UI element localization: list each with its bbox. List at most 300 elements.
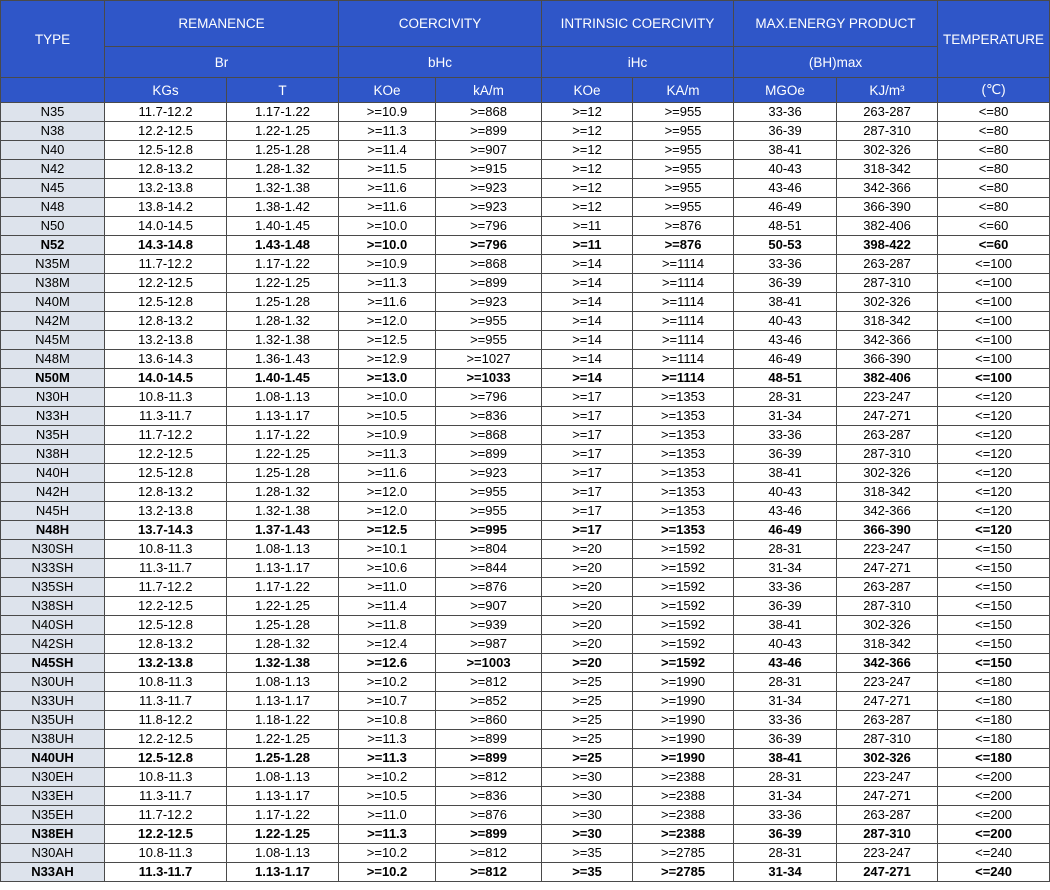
cell-bhmax-kjm3: 223-247 <box>837 768 938 787</box>
cell-ihc-koe: >=12 <box>542 141 633 160</box>
cell-type: N50M <box>1 369 105 388</box>
cell-bhmax-mgoe: 48-51 <box>734 369 837 388</box>
cell-type: N40M <box>1 293 105 312</box>
cell-br-t: 1.32-1.38 <box>227 502 339 521</box>
cell-ihc-kam: >=955 <box>633 160 734 179</box>
cell-bhmax-kjm3: 247-271 <box>837 559 938 578</box>
cell-bhc-koe: >=12.6 <box>339 654 436 673</box>
cell-ihc-kam: >=2388 <box>633 787 734 806</box>
cell-ihc-koe: >=17 <box>542 483 633 502</box>
cell-br-kgs: 12.2-12.5 <box>105 597 227 616</box>
cell-bhc-kam: >=955 <box>436 312 542 331</box>
cell-bhc-koe: >=10.1 <box>339 540 436 559</box>
table-row <box>1 654 1050 673</box>
cell-temperature: <=120 <box>938 464 1050 483</box>
cell-br-t: 1.28-1.32 <box>227 483 339 502</box>
cell-bhc-koe: >=12.5 <box>339 331 436 350</box>
cell-temperature: <=100 <box>938 293 1050 312</box>
cell-br-t: 1.13-1.17 <box>227 559 339 578</box>
cell-bhmax-mgoe: 28-31 <box>734 540 837 559</box>
cell-br-t: 1.40-1.45 <box>227 369 339 388</box>
cell-bhc-koe: >=12.9 <box>339 350 436 369</box>
cell-bhc-kam: >=899 <box>436 274 542 293</box>
cell-bhc-kam: >=812 <box>436 863 542 882</box>
cell-bhc-koe: >=11.3 <box>339 122 436 141</box>
cell-bhc-koe: >=10.2 <box>339 768 436 787</box>
cell-ihc-kam: >=1990 <box>633 673 734 692</box>
cell-br-kgs: 10.8-11.3 <box>105 673 227 692</box>
cell-ihc-kam: >=2785 <box>633 844 734 863</box>
cell-br-kgs: 12.5-12.8 <box>105 616 227 635</box>
cell-bhc-kam: >=899 <box>436 445 542 464</box>
cell-br-kgs: 10.8-11.3 <box>105 844 227 863</box>
table-row <box>1 787 1050 806</box>
cell-br-kgs: 13.8-14.2 <box>105 198 227 217</box>
cell-bhc-kam: >=836 <box>436 787 542 806</box>
cell-br-t: 1.13-1.17 <box>227 692 339 711</box>
cell-ihc-koe: >=11 <box>542 217 633 236</box>
cell-ihc-koe: >=14 <box>542 293 633 312</box>
cell-bhmax-mgoe: 36-39 <box>734 274 837 293</box>
cell-bhmax-mgoe: 33-36 <box>734 103 837 122</box>
cell-br-t: 1.25-1.28 <box>227 293 339 312</box>
cell-br-kgs: 12.8-13.2 <box>105 483 227 502</box>
cell-bhmax-kjm3: 263-287 <box>837 103 938 122</box>
header-bhmax: (BH)max <box>734 47 938 78</box>
table-row <box>1 844 1050 863</box>
cell-type: N42 <box>1 160 105 179</box>
cell-ihc-koe: >=25 <box>542 730 633 749</box>
cell-ihc-koe: >=20 <box>542 616 633 635</box>
cell-temperature: <=180 <box>938 749 1050 768</box>
cell-bhmax-mgoe: 36-39 <box>734 825 837 844</box>
cell-bhc-kam: >=1003 <box>436 654 542 673</box>
cell-bhc-koe: >=12.5 <box>339 521 436 540</box>
cell-bhmax-kjm3: 263-287 <box>837 426 938 445</box>
table-row <box>1 388 1050 407</box>
table-row <box>1 312 1050 331</box>
cell-bhmax-mgoe: 40-43 <box>734 160 837 179</box>
cell-ihc-kam: >=955 <box>633 103 734 122</box>
cell-type: N48M <box>1 350 105 369</box>
cell-type: N45H <box>1 502 105 521</box>
cell-type: N35UH <box>1 711 105 730</box>
cell-ihc-kam: >=1592 <box>633 540 734 559</box>
cell-bhc-kam: >=1033 <box>436 369 542 388</box>
cell-ihc-kam: >=1353 <box>633 483 734 502</box>
cell-temperature: <=80 <box>938 179 1050 198</box>
cell-ihc-kam: >=955 <box>633 141 734 160</box>
table-row <box>1 673 1050 692</box>
cell-br-t: 1.32-1.38 <box>227 654 339 673</box>
cell-br-kgs: 13.2-13.8 <box>105 331 227 350</box>
cell-ihc-koe: >=12 <box>542 122 633 141</box>
cell-temperature: <=120 <box>938 445 1050 464</box>
cell-temperature: <=120 <box>938 388 1050 407</box>
cell-bhc-kam: >=899 <box>436 730 542 749</box>
cell-bhmax-mgoe: 33-36 <box>734 578 837 597</box>
cell-br-kgs: 12.5-12.8 <box>105 464 227 483</box>
cell-br-kgs: 11.7-12.2 <box>105 806 227 825</box>
unit-koe-ihc: KOe <box>542 78 633 103</box>
cell-br-t: 1.22-1.25 <box>227 274 339 293</box>
cell-ihc-koe: >=35 <box>542 863 633 882</box>
cell-bhc-kam: >=899 <box>436 825 542 844</box>
cell-bhc-kam: >=876 <box>436 806 542 825</box>
cell-bhmax-mgoe: 40-43 <box>734 635 837 654</box>
cell-ihc-koe: >=14 <box>542 274 633 293</box>
cell-br-kgs: 13.6-14.3 <box>105 350 227 369</box>
cell-bhc-kam: >=987 <box>436 635 542 654</box>
cell-br-kgs: 13.2-13.8 <box>105 179 227 198</box>
cell-ihc-koe: >=25 <box>542 692 633 711</box>
cell-br-t: 1.08-1.13 <box>227 768 339 787</box>
cell-br-t: 1.18-1.22 <box>227 711 339 730</box>
cell-bhc-koe: >=11.3 <box>339 445 436 464</box>
table-row <box>1 578 1050 597</box>
cell-br-t: 1.13-1.17 <box>227 407 339 426</box>
cell-bhmax-kjm3: 398-422 <box>837 236 938 255</box>
cell-ihc-koe: >=25 <box>542 749 633 768</box>
cell-bhmax-kjm3: 263-287 <box>837 578 938 597</box>
unit-koe-bhc: KOe <box>339 78 436 103</box>
cell-ihc-kam: >=1592 <box>633 578 734 597</box>
cell-ihc-kam: >=876 <box>633 236 734 255</box>
cell-temperature: <=100 <box>938 274 1050 293</box>
unit-celsius: (℃) <box>938 78 1050 103</box>
unit-kgs: KGs <box>105 78 227 103</box>
cell-br-t: 1.13-1.17 <box>227 787 339 806</box>
cell-bhc-koe: >=10.5 <box>339 407 436 426</box>
table-row <box>1 331 1050 350</box>
table-row <box>1 274 1050 293</box>
cell-ihc-kam: >=876 <box>633 217 734 236</box>
cell-temperature: <=150 <box>938 616 1050 635</box>
cell-bhmax-mgoe: 36-39 <box>734 445 837 464</box>
cell-bhc-kam: >=1027 <box>436 350 542 369</box>
cell-bhmax-kjm3: 366-390 <box>837 521 938 540</box>
cell-br-t: 1.43-1.48 <box>227 236 339 255</box>
cell-br-t: 1.32-1.38 <box>227 179 339 198</box>
cell-bhmax-kjm3: 318-342 <box>837 312 938 331</box>
cell-ihc-koe: >=17 <box>542 464 633 483</box>
cell-bhc-kam: >=852 <box>436 692 542 711</box>
cell-br-t: 1.28-1.32 <box>227 160 339 179</box>
cell-ihc-koe: >=14 <box>542 350 633 369</box>
cell-temperature: <=120 <box>938 483 1050 502</box>
cell-ihc-kam: >=1592 <box>633 635 734 654</box>
cell-br-t: 1.22-1.25 <box>227 122 339 141</box>
cell-bhc-kam: >=844 <box>436 559 542 578</box>
cell-temperature: <=180 <box>938 730 1050 749</box>
table-row <box>1 236 1050 255</box>
cell-bhc-kam: >=955 <box>436 502 542 521</box>
cell-temperature: <=200 <box>938 768 1050 787</box>
cell-ihc-kam: >=1114 <box>633 274 734 293</box>
cell-bhmax-kjm3: 287-310 <box>837 730 938 749</box>
cell-bhc-koe: >=11.8 <box>339 616 436 635</box>
cell-br-kgs: 12.5-12.8 <box>105 749 227 768</box>
cell-ihc-kam: >=955 <box>633 198 734 217</box>
cell-temperature: <=150 <box>938 635 1050 654</box>
cell-ihc-kam: >=1353 <box>633 521 734 540</box>
cell-bhmax-kjm3: 287-310 <box>837 597 938 616</box>
cell-bhc-koe: >=11.3 <box>339 730 436 749</box>
table-row <box>1 293 1050 312</box>
header-bhc: bHc <box>339 47 542 78</box>
table-row <box>1 198 1050 217</box>
cell-bhc-koe: >=10.0 <box>339 388 436 407</box>
cell-bhmax-mgoe: 50-53 <box>734 236 837 255</box>
cell-temperature: <=60 <box>938 236 1050 255</box>
cell-bhmax-kjm3: 382-406 <box>837 217 938 236</box>
cell-type: N35M <box>1 255 105 274</box>
cell-temperature: <=200 <box>938 806 1050 825</box>
cell-bhc-koe: >=10.7 <box>339 692 436 711</box>
cell-ihc-kam: >=1990 <box>633 749 734 768</box>
cell-temperature: <=150 <box>938 540 1050 559</box>
cell-br-t: 1.28-1.32 <box>227 312 339 331</box>
cell-ihc-kam: >=2388 <box>633 825 734 844</box>
cell-type: N30H <box>1 388 105 407</box>
cell-ihc-kam: >=2785 <box>633 863 734 882</box>
cell-br-t: 1.25-1.28 <box>227 749 339 768</box>
cell-br-kgs: 12.2-12.5 <box>105 730 227 749</box>
cell-br-kgs: 11.3-11.7 <box>105 863 227 882</box>
cell-type: N38M <box>1 274 105 293</box>
cell-br-kgs: 11.8-12.2 <box>105 711 227 730</box>
unit-type-blank <box>1 78 105 103</box>
cell-br-t: 1.08-1.13 <box>227 844 339 863</box>
cell-bhmax-kjm3: 247-271 <box>837 692 938 711</box>
cell-temperature: <=120 <box>938 426 1050 445</box>
cell-bhc-koe: >=11.6 <box>339 179 436 198</box>
table-row <box>1 597 1050 616</box>
cell-bhmax-mgoe: 43-46 <box>734 502 837 521</box>
cell-temperature: <=80 <box>938 122 1050 141</box>
cell-bhc-koe: >=12.4 <box>339 635 436 654</box>
cell-br-kgs: 13.2-13.8 <box>105 654 227 673</box>
cell-br-t: 1.22-1.25 <box>227 445 339 464</box>
cell-type: N48H <box>1 521 105 540</box>
cell-br-kgs: 12.8-13.2 <box>105 312 227 331</box>
cell-bhmax-kjm3: 247-271 <box>837 863 938 882</box>
cell-temperature: <=120 <box>938 502 1050 521</box>
cell-ihc-kam: >=1592 <box>633 597 734 616</box>
cell-bhmax-kjm3: 287-310 <box>837 274 938 293</box>
cell-ihc-kam: >=1114 <box>633 331 734 350</box>
cell-br-t: 1.08-1.13 <box>227 673 339 692</box>
cell-br-t: 1.08-1.13 <box>227 388 339 407</box>
cell-ihc-koe: >=30 <box>542 825 633 844</box>
cell-br-t: 1.25-1.28 <box>227 616 339 635</box>
table-row <box>1 635 1050 654</box>
cell-ihc-koe: >=12 <box>542 160 633 179</box>
cell-br-t: 1.40-1.45 <box>227 217 339 236</box>
cell-ihc-kam: >=2388 <box>633 806 734 825</box>
cell-ihc-kam: >=1114 <box>633 255 734 274</box>
cell-br-kgs: 11.3-11.7 <box>105 559 227 578</box>
cell-ihc-kam: >=1114 <box>633 293 734 312</box>
cell-type: N40H <box>1 464 105 483</box>
cell-ihc-koe: >=12 <box>542 179 633 198</box>
cell-bhmax-kjm3: 287-310 <box>837 445 938 464</box>
cell-bhc-kam: >=923 <box>436 464 542 483</box>
cell-bhmax-kjm3: 342-366 <box>837 654 938 673</box>
cell-ihc-kam: >=955 <box>633 179 734 198</box>
cell-temperature: <=200 <box>938 825 1050 844</box>
cell-bhmax-kjm3: 366-390 <box>837 198 938 217</box>
cell-bhc-kam: >=868 <box>436 255 542 274</box>
cell-br-kgs: 14.0-14.5 <box>105 217 227 236</box>
cell-bhc-koe: >=11.5 <box>339 160 436 179</box>
cell-type: N35 <box>1 103 105 122</box>
cell-bhmax-mgoe: 48-51 <box>734 217 837 236</box>
cell-temperature: <=200 <box>938 787 1050 806</box>
cell-ihc-koe: >=14 <box>542 255 633 274</box>
cell-ihc-kam: >=1114 <box>633 350 734 369</box>
table-row <box>1 483 1050 502</box>
cell-br-kgs: 13.2-13.8 <box>105 502 227 521</box>
cell-bhc-koe: >=10.9 <box>339 426 436 445</box>
cell-br-t: 1.13-1.17 <box>227 863 339 882</box>
cell-ihc-koe: >=20 <box>542 559 633 578</box>
cell-bhc-koe: >=13.0 <box>339 369 436 388</box>
cell-bhc-koe: >=10.6 <box>339 559 436 578</box>
cell-bhmax-mgoe: 28-31 <box>734 388 837 407</box>
cell-br-kgs: 10.8-11.3 <box>105 768 227 787</box>
cell-type: N33AH <box>1 863 105 882</box>
cell-br-t: 1.17-1.22 <box>227 103 339 122</box>
cell-bhmax-mgoe: 31-34 <box>734 787 837 806</box>
cell-br-t: 1.17-1.22 <box>227 426 339 445</box>
table-row <box>1 160 1050 179</box>
cell-bhc-koe: >=12.0 <box>339 502 436 521</box>
cell-bhmax-kjm3: 342-366 <box>837 179 938 198</box>
cell-bhmax-mgoe: 38-41 <box>734 293 837 312</box>
table-row <box>1 806 1050 825</box>
table-row <box>1 217 1050 236</box>
cell-bhmax-mgoe: 36-39 <box>734 122 837 141</box>
cell-temperature: <=180 <box>938 692 1050 711</box>
cell-bhc-kam: >=995 <box>436 521 542 540</box>
cell-br-t: 1.22-1.25 <box>227 597 339 616</box>
cell-type: N42SH <box>1 635 105 654</box>
cell-br-kgs: 10.8-11.3 <box>105 388 227 407</box>
cell-bhmax-kjm3: 263-287 <box>837 711 938 730</box>
cell-type: N38EH <box>1 825 105 844</box>
cell-bhc-koe: >=10.9 <box>339 103 436 122</box>
cell-bhmax-kjm3: 287-310 <box>837 825 938 844</box>
cell-bhmax-mgoe: 38-41 <box>734 749 837 768</box>
cell-bhmax-mgoe: 38-41 <box>734 464 837 483</box>
cell-bhmax-kjm3: 263-287 <box>837 255 938 274</box>
cell-bhmax-mgoe: 28-31 <box>734 844 837 863</box>
cell-br-kgs: 11.3-11.7 <box>105 692 227 711</box>
cell-type: N35EH <box>1 806 105 825</box>
cell-bhc-kam: >=796 <box>436 236 542 255</box>
cell-bhmax-kjm3: 382-406 <box>837 369 938 388</box>
cell-bhc-koe: >=11.3 <box>339 274 436 293</box>
cell-ihc-koe: >=14 <box>542 312 633 331</box>
cell-bhc-kam: >=804 <box>436 540 542 559</box>
cell-bhc-kam: >=836 <box>436 407 542 426</box>
cell-temperature: <=120 <box>938 521 1050 540</box>
table-row <box>1 445 1050 464</box>
cell-br-kgs: 12.2-12.5 <box>105 825 227 844</box>
cell-type: N40UH <box>1 749 105 768</box>
cell-temperature: <=100 <box>938 369 1050 388</box>
table-row <box>1 464 1050 483</box>
cell-bhmax-mgoe: 43-46 <box>734 654 837 673</box>
cell-ihc-kam: >=1990 <box>633 692 734 711</box>
cell-bhmax-mgoe: 36-39 <box>734 730 837 749</box>
unit-kjm3: KJ/m³ <box>837 78 938 103</box>
cell-ihc-koe: >=20 <box>542 654 633 673</box>
cell-ihc-kam: >=1353 <box>633 445 734 464</box>
cell-bhc-kam: >=923 <box>436 198 542 217</box>
cell-ihc-koe: >=11 <box>542 236 633 255</box>
cell-bhc-koe: >=10.2 <box>339 673 436 692</box>
cell-bhmax-kjm3: 342-366 <box>837 502 938 521</box>
cell-type: N40 <box>1 141 105 160</box>
cell-bhc-koe: >=11.6 <box>339 464 436 483</box>
cell-temperature: <=80 <box>938 198 1050 217</box>
cell-br-kgs: 12.8-13.2 <box>105 635 227 654</box>
cell-bhc-koe: >=10.2 <box>339 844 436 863</box>
header-br: Br <box>105 47 339 78</box>
cell-bhc-kam: >=923 <box>436 293 542 312</box>
cell-br-t: 1.38-1.42 <box>227 198 339 217</box>
cell-bhc-kam: >=876 <box>436 578 542 597</box>
cell-bhmax-mgoe: 46-49 <box>734 350 837 369</box>
table-row <box>1 692 1050 711</box>
cell-ihc-kam: >=1990 <box>633 711 734 730</box>
table-row <box>1 407 1050 426</box>
cell-bhmax-mgoe: 28-31 <box>734 673 837 692</box>
cell-temperature: <=150 <box>938 578 1050 597</box>
cell-bhc-kam: >=955 <box>436 483 542 502</box>
cell-temperature: <=240 <box>938 844 1050 863</box>
cell-bhc-koe: >=10.8 <box>339 711 436 730</box>
cell-type: N42H <box>1 483 105 502</box>
cell-ihc-kam: >=1592 <box>633 616 734 635</box>
cell-bhc-koe: >=12.0 <box>339 483 436 502</box>
cell-temperature: <=80 <box>938 103 1050 122</box>
cell-bhc-koe: >=10.5 <box>339 787 436 806</box>
table-row <box>1 730 1050 749</box>
cell-ihc-koe: >=17 <box>542 426 633 445</box>
table-row <box>1 122 1050 141</box>
unit-mgoe: MGOe <box>734 78 837 103</box>
cell-temperature: <=150 <box>938 559 1050 578</box>
cell-ihc-koe: >=17 <box>542 407 633 426</box>
cell-bhc-koe: >=11.4 <box>339 141 436 160</box>
cell-bhmax-mgoe: 38-41 <box>734 141 837 160</box>
cell-bhc-kam: >=868 <box>436 426 542 445</box>
cell-bhmax-mgoe: 38-41 <box>734 616 837 635</box>
cell-ihc-kam: >=1353 <box>633 464 734 483</box>
table-row <box>1 825 1050 844</box>
cell-br-t: 1.17-1.22 <box>227 578 339 597</box>
cell-ihc-koe: >=30 <box>542 806 633 825</box>
cell-bhmax-mgoe: 36-39 <box>734 597 837 616</box>
cell-bhmax-kjm3: 302-326 <box>837 464 938 483</box>
cell-ihc-koe: >=20 <box>542 540 633 559</box>
cell-temperature: <=150 <box>938 654 1050 673</box>
cell-bhmax-mgoe: 33-36 <box>734 806 837 825</box>
cell-bhc-kam: >=915 <box>436 160 542 179</box>
